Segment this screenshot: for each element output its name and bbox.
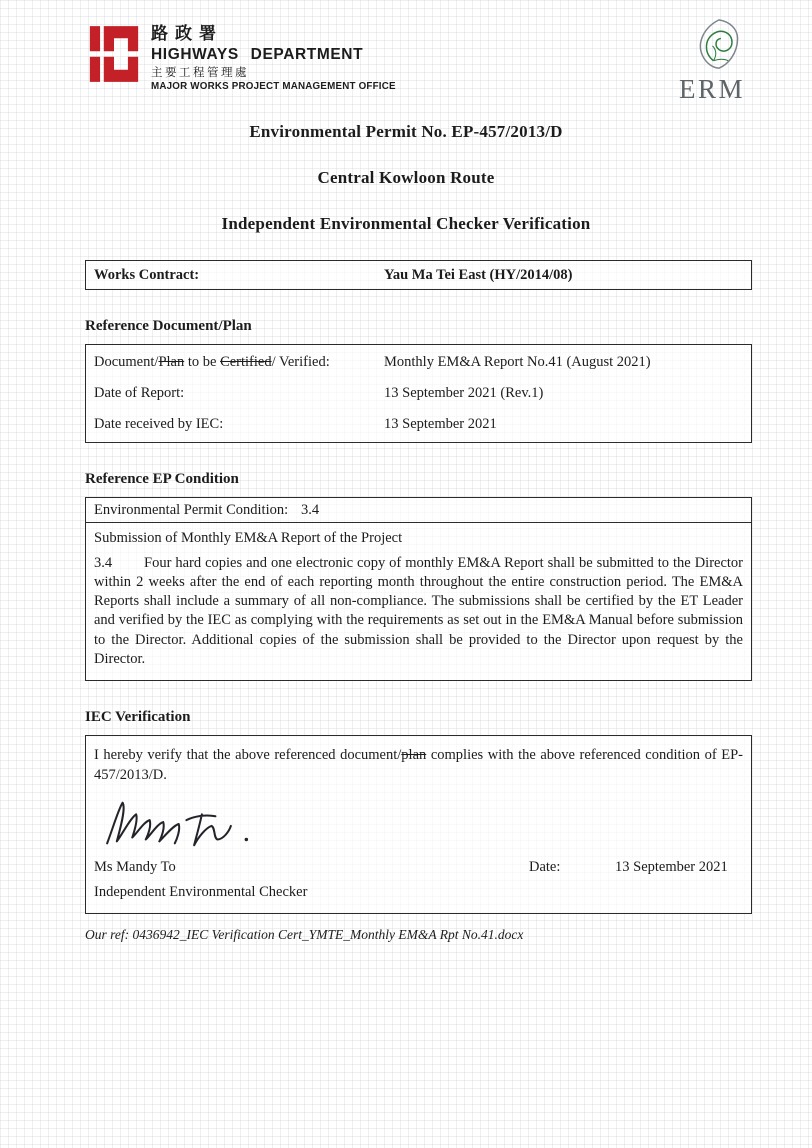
our-ref-line: Our ref: 0436942_IEC Verification Cert_YMTE_Monthly EM&A Rpt No.41.docx bbox=[85, 927, 524, 943]
verification-statement: I hereby verify that the above referenced document/plan complies with the above referenced condition of EP-457/2013/D. bbox=[94, 746, 743, 784]
ep-condition-row bbox=[86, 498, 751, 523]
reference-document-table bbox=[85, 344, 752, 443]
dept-chinese-name: 路政署 bbox=[151, 24, 223, 43]
dept-english-name: HIGHWAYS DEPARTMENT bbox=[151, 45, 364, 63]
ep-condition-label: Environmental Permit Condition: bbox=[94, 501, 289, 518]
clause-text: Four hard copies and one electronic copy of monthly EM&A Report shall be submitted to the Director within 2 weeks after the end of each reporting month throughout the entire construction period. The EM&A Reports shall include a summary of all non-compliance. The submissions shall be certified by the ET Leader and verified by the IEC as complying with the requirements as set out in the EM&A Manual before submission to the Director. Additional copies of the submission shall be provided to the Director upon request by the Director. bbox=[94, 555, 743, 667]
signature-row bbox=[94, 859, 743, 879]
date-of-report-label: Date of Report: bbox=[94, 385, 185, 401]
struck-word-certified: Certified bbox=[220, 354, 272, 370]
clause-number: 3.4 bbox=[94, 555, 113, 571]
erm-logo-text: ERM bbox=[678, 74, 745, 104]
date-received-value: 13 September 2021 bbox=[384, 416, 497, 432]
ep-condition-subtitle: Submission of Monthly EM&A Report of the Project bbox=[94, 530, 403, 546]
ep-condition-box bbox=[85, 497, 752, 681]
table-row-document bbox=[86, 347, 751, 378]
table-row-date-received bbox=[86, 409, 751, 440]
highways-department-logo-icon bbox=[88, 24, 140, 84]
date-label: Date: bbox=[529, 859, 561, 876]
signer-title: Independent Environmental Checker bbox=[94, 884, 308, 901]
works-contract-value: Yau Ma Tei East (HY/2014/08) bbox=[384, 266, 573, 283]
section-title-iec-verification: IEC Verification bbox=[85, 708, 191, 725]
signature-area bbox=[98, 795, 743, 853]
date-value: 13 September 2021 bbox=[615, 859, 728, 876]
signature-image bbox=[98, 795, 298, 853]
dept-text-block bbox=[151, 24, 396, 93]
document-header bbox=[0, 0, 812, 104]
works-contract-label: Works Contract: bbox=[94, 266, 200, 283]
struck-word-plan: Plan bbox=[158, 354, 185, 370]
date-of-report-value: 13 September 2021 (Rev.1) bbox=[384, 385, 544, 401]
office-english-name: MAJOR WORKS PROJECT MANAGEMENT OFFICE bbox=[151, 81, 396, 93]
erm-logo bbox=[670, 18, 754, 103]
document-row-label: Document/Plan to be Certified/ Verified: bbox=[94, 354, 330, 370]
date-received-label: Date received by IEC: bbox=[94, 416, 224, 432]
highways-department-logo bbox=[88, 24, 396, 93]
table-row-date-of-report bbox=[86, 378, 751, 409]
title-block bbox=[0, 96, 812, 234]
iec-verification-box bbox=[85, 735, 752, 915]
document-body bbox=[85, 260, 752, 943]
document-type-title: Independent Environmental Checker Verification bbox=[221, 214, 591, 233]
project-name-title: Central Kowloon Route bbox=[317, 168, 495, 187]
signer-name: Ms Mandy To bbox=[94, 859, 176, 876]
office-chinese-name: 主要工程管理處 bbox=[151, 66, 249, 79]
section-title-reference-document: Reference Document/Plan bbox=[85, 318, 252, 334]
ep-condition-clause bbox=[86, 547, 751, 680]
permit-number-title: Environmental Permit No. EP-457/2013/D bbox=[249, 122, 563, 141]
ep-condition-value: 3.4 bbox=[301, 501, 320, 518]
document-row-value: Monthly EM&A Report No.41 (August 2021) bbox=[384, 354, 651, 370]
erm-logo-icon bbox=[691, 18, 747, 70]
works-contract-box bbox=[85, 260, 752, 290]
section-title-reference-ep-condition: Reference EP Condition bbox=[85, 471, 239, 487]
struck-word-plan-statement: plan bbox=[401, 746, 427, 763]
